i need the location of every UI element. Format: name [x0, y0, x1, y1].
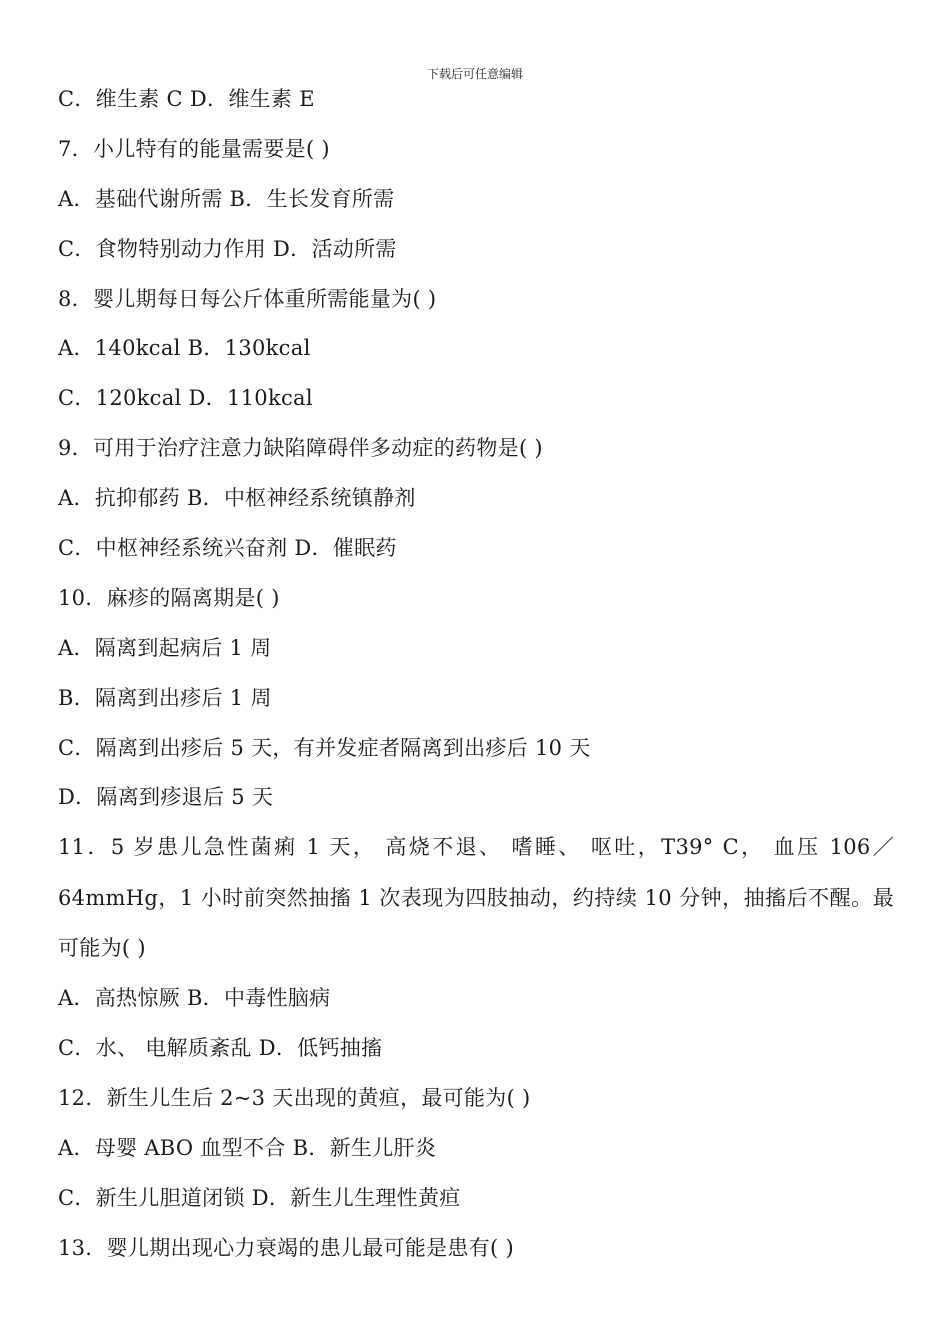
option-line-q11-ab: A．高热惊厥 B．中毒性脑病	[58, 986, 331, 1011]
question-7-stem: 7．小儿特有的能量需要是( )	[58, 136, 330, 161]
option-line-q9-ab: A．抗抑郁药 B．中枢神经系统镇静剂	[58, 486, 416, 511]
option-q10-d: D．隔离到疹退后 5 天	[58, 785, 274, 810]
option-line-q9-cd: C．中枢神经系统兴奋剂 D．催眠药	[58, 536, 397, 561]
option-line-q7-cd: C．食物特别动力作用 D．活动所需	[58, 236, 397, 261]
option-line-q11-cd: C．水、 电解质紊乱 D．低钙抽搐	[58, 1036, 383, 1061]
question-13-stem: 13．婴儿期出现心力衰竭的患儿最可能是患有( )	[58, 1235, 514, 1260]
document-body	[58, 80, 894, 1279]
option-q10-b: B．隔离到出疹后 1 周	[58, 685, 272, 710]
question-8-stem: 8．婴儿期每日每公斤体重所需能量为( )	[58, 286, 437, 311]
page-header-note: 下载后可任意编辑	[426, 67, 523, 81]
question-9-stem: 9．可用于治疗注意力缺陷障碍伴多动症的药物是( )	[58, 436, 543, 461]
option-line-q8-ab: A．140kcal B．130kcal	[58, 336, 311, 361]
option-line-q8-cd: C．120kcal D．110kcal	[58, 386, 313, 411]
option-q10-c: C．隔离到出疹后 5 天，有并发症者隔离到出疹后 10 天	[58, 735, 591, 760]
option-line-q7-ab: A．基础代谢所需 B．生长发育所需	[58, 186, 395, 211]
question-10-stem: 10．麻疹的隔离期是( )	[58, 585, 280, 610]
question-12-stem: 12．新生儿生后 2~3 天出现的黄疸，最可能为( )	[58, 1086, 531, 1111]
option-q10-a: A．隔离到起病后 1 周	[58, 635, 272, 660]
option-line-q6-cd: C．维生素 C D．维生素 E	[58, 87, 315, 111]
option-line-q12-cd: C．新生儿胆道闭锁 D．新生儿生理性黄疸	[58, 1185, 461, 1210]
question-11-stem: 11．5 岁患儿急性菌痢 1 天， 高烧不退、 嗜睡、 呕吐，T39° C， 血压 106／64mmHg，1 小时前突然抽搐 1 次表现为四肢抽动，约持续 10 分钟，抽搐后不醒。最可能为( )	[58, 835, 894, 960]
option-line-q12-ab: A．母婴 ABO 血型不合 B．新生儿肝炎	[58, 1135, 437, 1160]
